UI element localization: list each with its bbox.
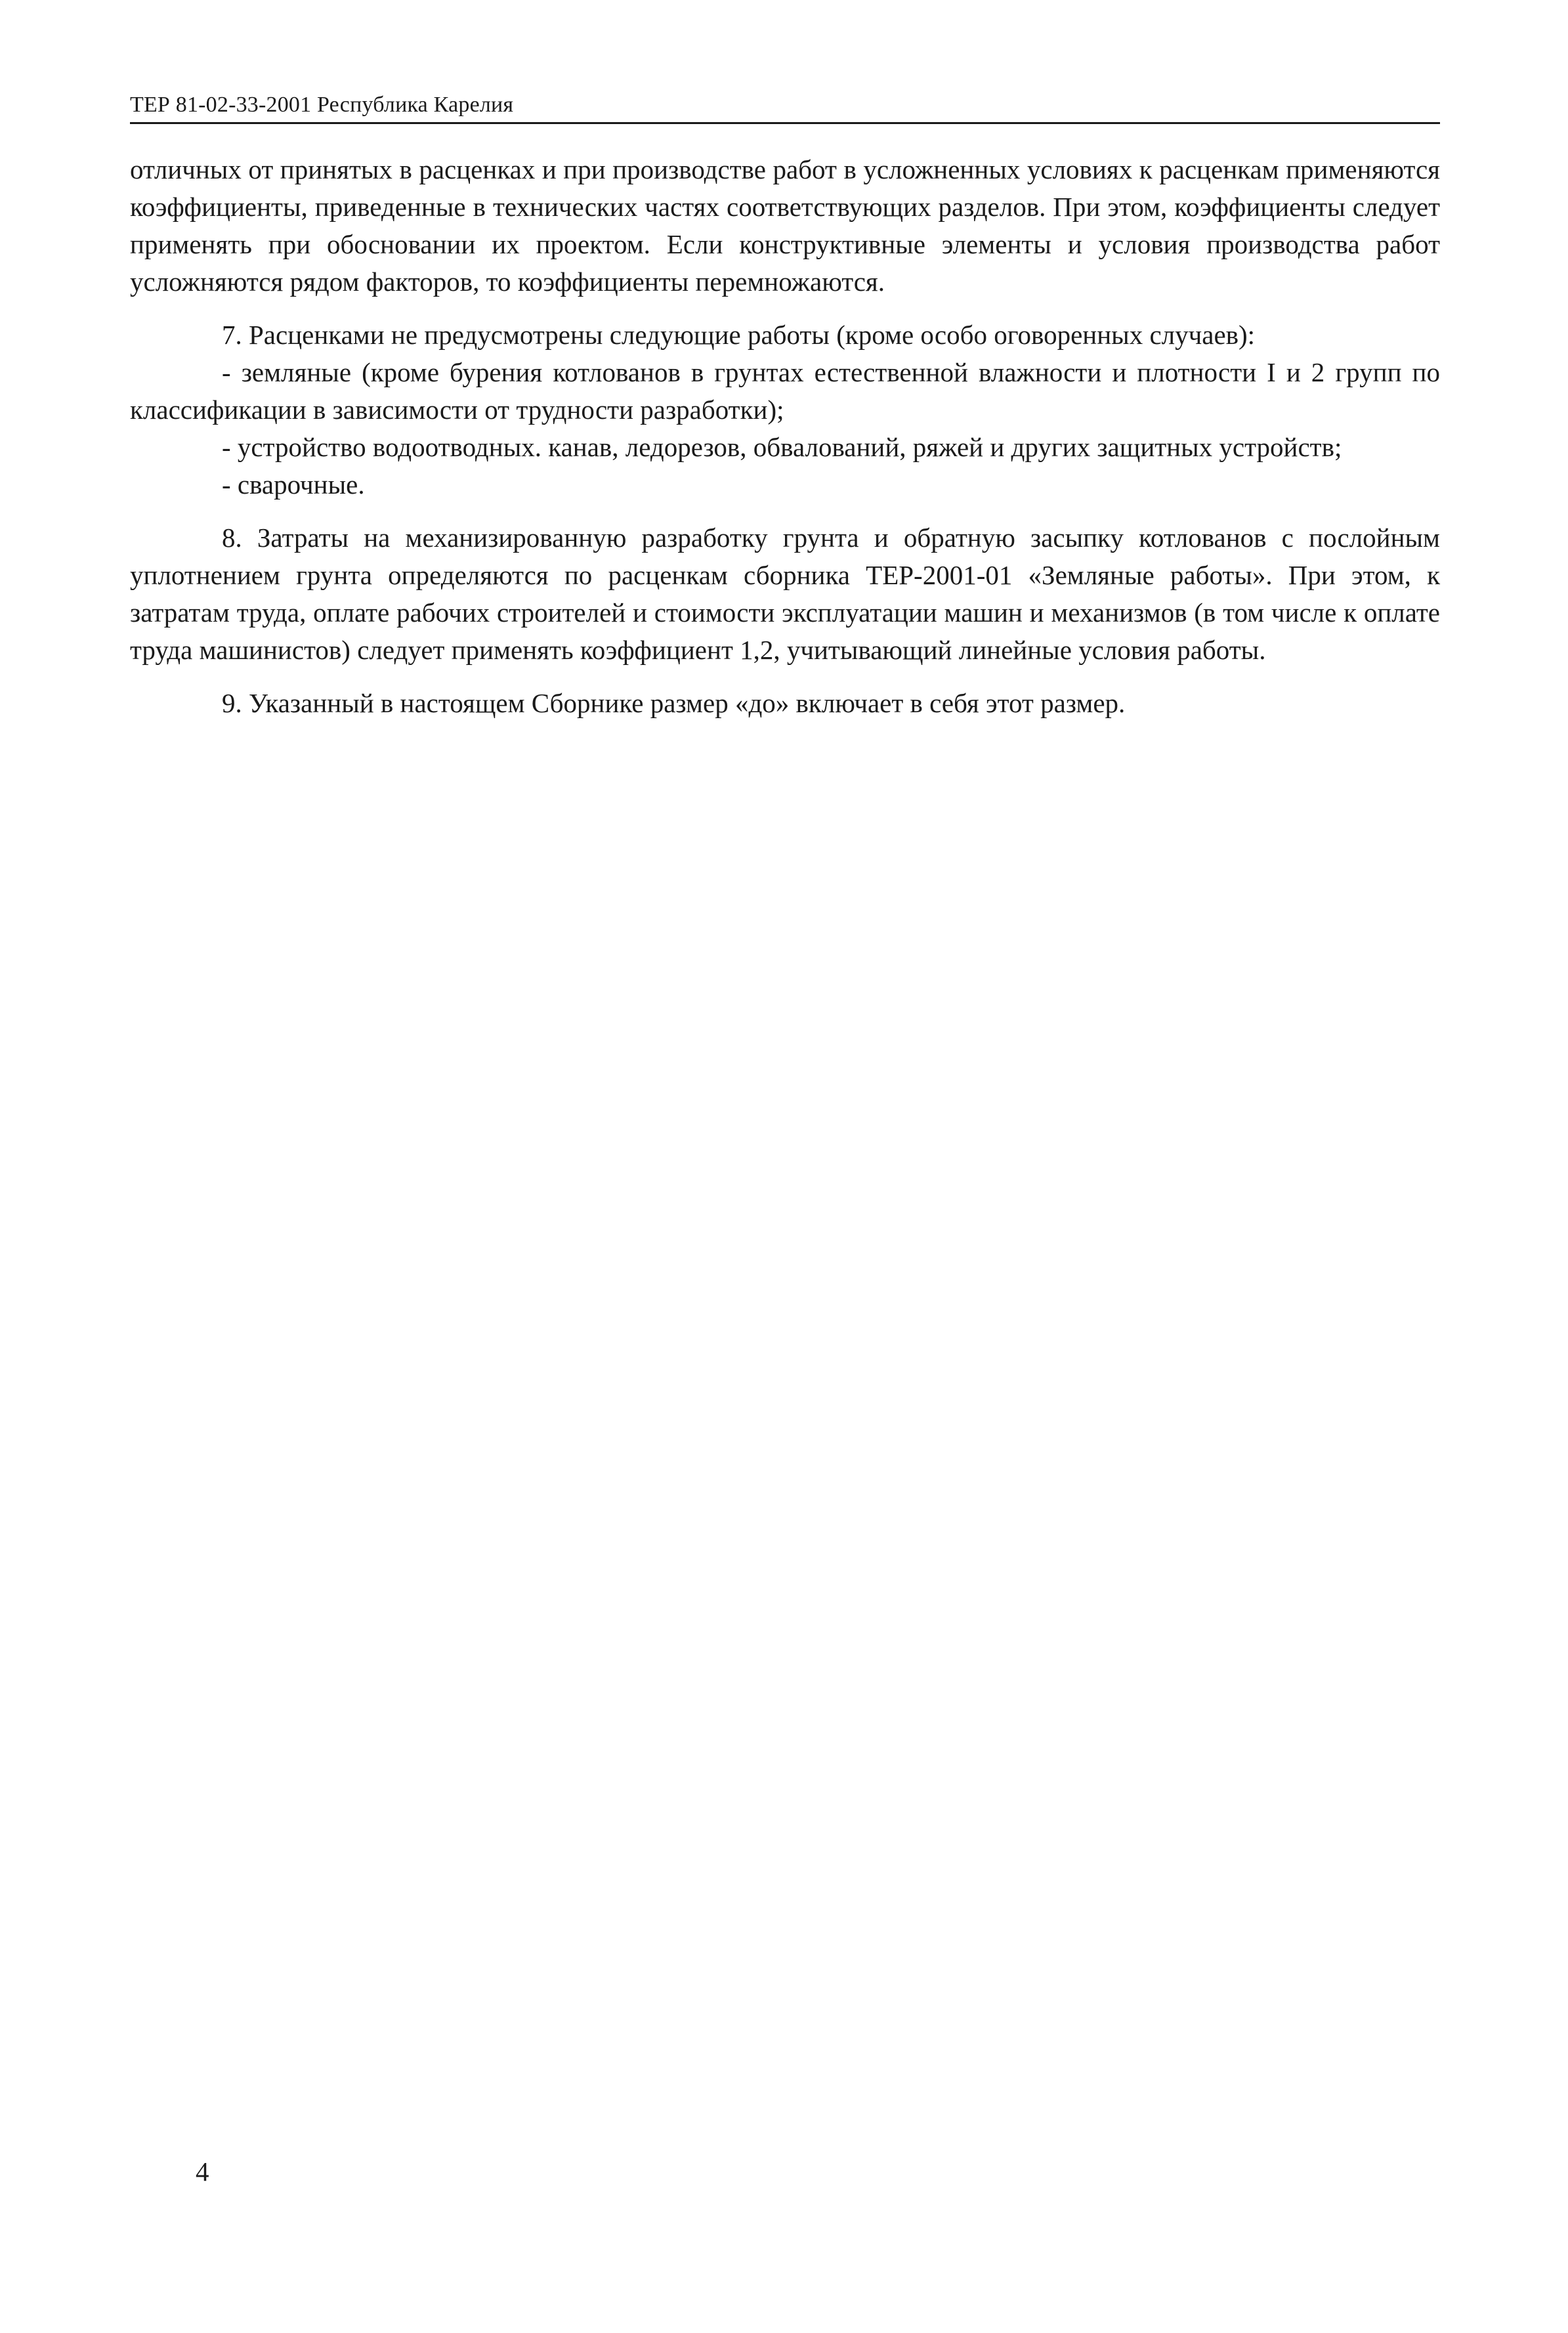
- list-item-drainage: - устройство водоотводных. канав, ледорезов, обвалований, ряжей и других защитных устройств;: [222, 432, 1342, 462]
- list-item-welding: - сварочные.: [222, 469, 365, 500]
- page-header: [130, 92, 1440, 123]
- page-number: 4: [196, 2156, 209, 2187]
- paragraph-item-7: 7. Расценками не предусмотрены следующие работы (кроме особо оговоренных случаев):: [222, 320, 1256, 350]
- paragraph-item-8: 8. Затраты на механизированную разработку грунта и обратную засыпку котлованов с послойным уплотнением грунта определяются по расценкам сборника ТЕР-2001-01 «Земляные работы». При этом, к затратам труда, оплате рабочих строителей и стоимости эксплуатации машин и механизмов (в том числе к оплате труда машинистов) следует применять коэффициент 1,2, учитывающий линейные условия работы.: [130, 523, 1440, 665]
- document-title: ТЕР 81-02-33-2001 Республика Карелия: [130, 93, 514, 117]
- paragraph-continuation: отличных от принятых в расценках и при производстве работ в усложненных условиях к расценкам применяются коэффициенты, приведенные в технических частях соответствующих разделов. При этом, коэффициенты следует применять при обосновании их проектом. Если конструктивные элементы и условия производства работ усложняются рядом факторов, то коэффициенты перемножаются.: [130, 154, 1440, 297]
- list-item-earthworks: - земляные (кроме бурения котлованов в грунтах естественной влажности и плотности I и 2 групп по классификации в зависимости от трудности разработки);: [130, 357, 1440, 425]
- header-divider: [130, 122, 1440, 124]
- paragraph-item-9: 9. Указанный в настоящем Сборнике размер «до» включает в себя этот размер.: [222, 688, 1126, 718]
- document-body: [130, 151, 1440, 722]
